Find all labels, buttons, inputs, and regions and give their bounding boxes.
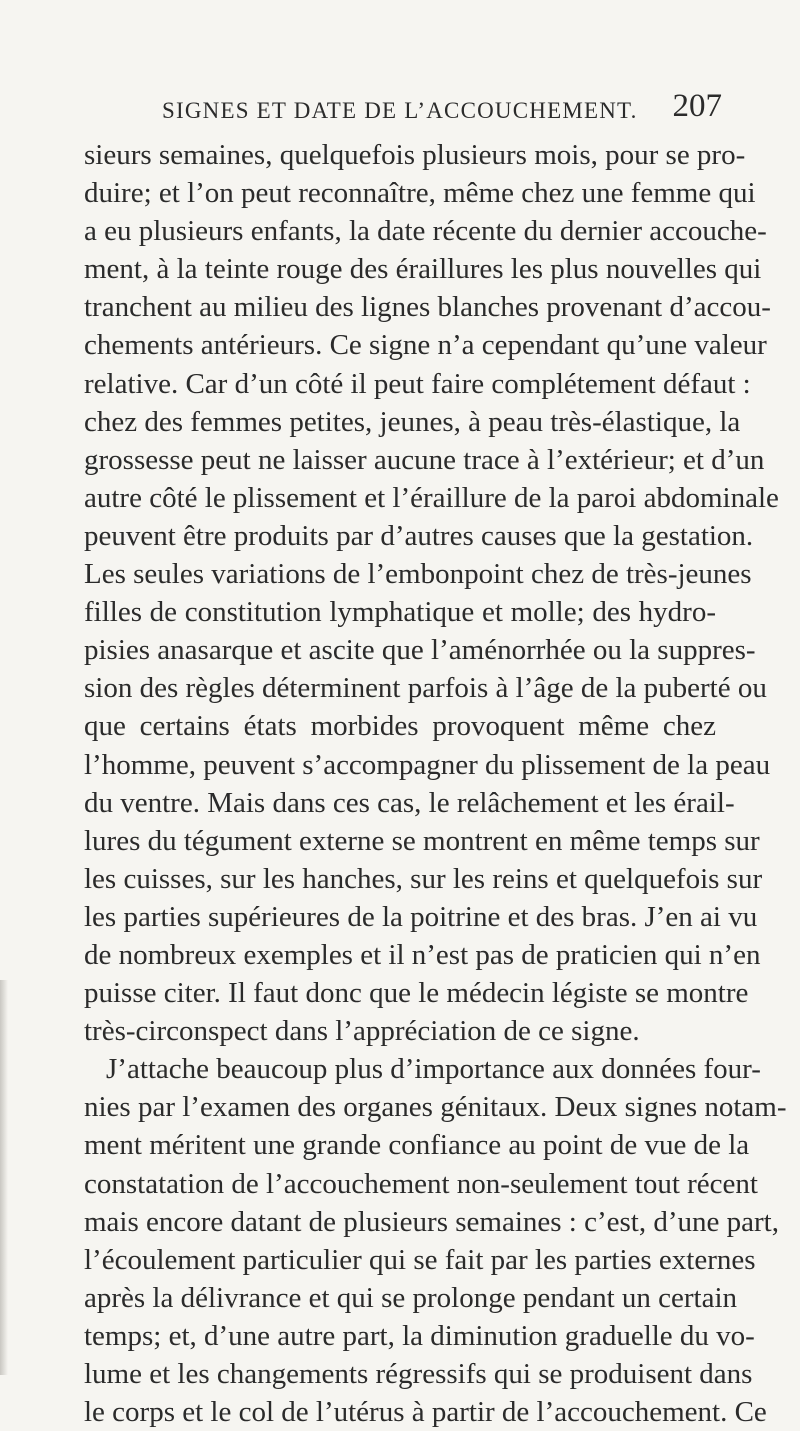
page-number: 207 (672, 88, 722, 124)
text-line: duire; et l’on peut reconnaître, même chez une femme qui (84, 177, 756, 210)
text-line: l’homme, peuvent s’accompagner du plissement de la peau (84, 748, 771, 781)
text-line: très-circonspect dans l’appréciation de ce signe. (84, 1015, 640, 1048)
text-line: sieurs semaines, quelquefois plusieurs mois, pour se pro- (84, 139, 746, 171)
text-line: lume et les changements régressifs qui se produisent dans (84, 1358, 753, 1390)
text-line: constatation de l’accouchement non-seulement tout récent (84, 1167, 758, 1200)
text-line: puisse citer. Il faut donc que le médecin légiste se montre (84, 977, 749, 1010)
text-line: Les seules variations de l’embonpoint chez de très-jeunes (84, 558, 752, 591)
text-line: que certains états morbides provoquent même chez (84, 710, 716, 743)
text-line: ment, à la teinte rouge des éraillures les plus nouvelles qui (84, 253, 762, 286)
text-line: de nombreux exemples et il n’est pas de praticien qui n’en (84, 938, 761, 971)
text-line: les cuisses, sur les hanches, sur les reins et quelquefois sur (84, 862, 763, 895)
body-text (84, 136, 787, 1431)
text-line: relative. Car d’un côté il peut faire complétement défaut : (84, 367, 751, 400)
running-title: SIGNES ET DATE DE L’ACCOUCHEMENT. (162, 98, 638, 123)
text-line: les parties supérieures de la poitrine et des bras. J’en ai vu (84, 900, 758, 933)
text-line: temps; et, d’une autre part, la diminution graduelle du vo- (84, 1319, 755, 1352)
text-line: ment méritent une grande confiance au point de vue de la (84, 1129, 750, 1162)
text-line: chements antérieurs. Ce signe n’a cependant qu’une valeur (84, 329, 767, 362)
text-line: grossesse peut ne laisser aucune trace à l’extérieur; et d’un (84, 443, 765, 476)
page-edge-shadow (0, 980, 8, 1375)
text-line: nies par l’examen des organes génitaux. Deux signes notam- (84, 1091, 787, 1124)
text-line: lures du tégument externe se montrent en même temps sur (84, 824, 760, 857)
text-line: peuvent être produits par d’autres causes que la gestation. (84, 519, 754, 552)
text-line: a eu plusieurs enfants, la date récente du dernier accouche- (84, 215, 767, 248)
text-line: mais encore datant de plusieurs semaines : c’est, d’une part, (84, 1205, 779, 1238)
page-header (162, 88, 722, 128)
text-line: après la délivrance et qui se prolonge pendant un certain (84, 1281, 738, 1314)
text-line: tranchent au milieu des lignes blanches provenant d’accou- (84, 291, 771, 324)
text-line: autre côté le plissement et l’éraillure de la paroi abdominale (84, 481, 779, 514)
text-line: filles de constitution lymphatique et molle; des hydro- (84, 596, 716, 629)
text-line: le corps et le col de l’utérus à partir de l’accouchement. Ce (84, 1396, 767, 1429)
text-line: chez des femmes petites, jeunes, à peau très-élastique, la (84, 405, 741, 438)
text-line: du ventre. Mais dans ces cas, le relâchement et les érail- (84, 786, 735, 819)
text-line: sion des règles déterminent parfois à l’âge de la puberté ou (84, 672, 767, 705)
text-line: J’attache beaucoup plus d’importance aux données four- (106, 1053, 761, 1086)
text-line: pisies anasarque et ascite que l’aménorrhée ou la suppres- (84, 634, 756, 667)
text-line: l’écoulement particulier qui se fait par les parties externes (84, 1243, 756, 1276)
